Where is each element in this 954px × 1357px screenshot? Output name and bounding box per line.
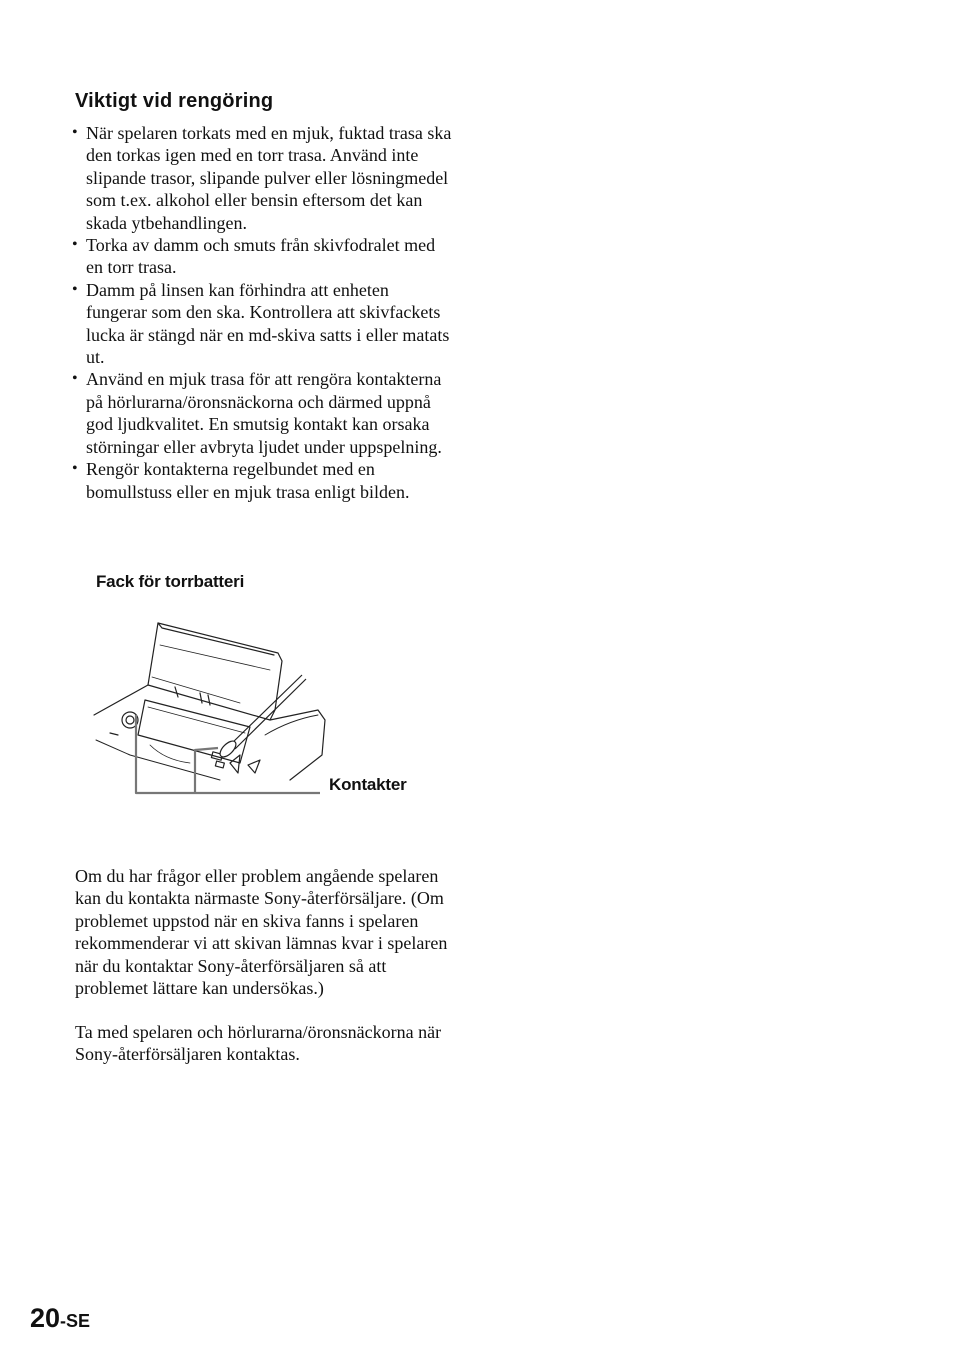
list-item: • Använd en mjuk trasa för att rengöra kontakterna på hörlurarna/öronsnäckorna och därmed uppnå god ljudkvalitet. En smutsig kontakt kan orsaka störningar eller avbryta ljudet under uppspelning. bbox=[72, 368, 452, 458]
list-item: • När spelaren torkats med en mjuk, fuktad trasa ska den torkas igen med en torr trasa. Använd inte slipande trasor, slipande pulver eller lösningmedel som t.ex. alkohol eller bensin eftersom det kan skada ytbehandlingen. bbox=[72, 122, 452, 234]
page-language-suffix: -SE bbox=[60, 1311, 91, 1331]
page-number-value: 20 bbox=[30, 1303, 61, 1333]
list-item: • Rengör kontakterna regelbundet med en bomullstuss eller en mjuk trasa enligt bilden. bbox=[72, 458, 452, 503]
contacts-caption: Kontakter bbox=[329, 775, 407, 794]
page-number bbox=[30, 1303, 90, 1334]
list-item: • Damm på linsen kan förhindra att enheten fungerar som den ska. Kontrollera att skivfackets lucka är stängd när en md-skiva satts i eller matats ut. bbox=[72, 279, 452, 369]
support-paragraph: Om du har frågor eller problem angående spelaren kan du kontakta närmaste Sony-återförsäljare. (Om problemet uppstod när en skiva fanns i spelaren rekommenderar vi att skivan lämnas kvar i spelaren när du kontaktar Sony-återförsäljaren så att problemet lättare kan undersökas.) bbox=[75, 866, 448, 999]
cleaning-tips-list bbox=[72, 122, 452, 503]
list-item: • Torka av damm och smuts från skivfodralet med en torr trasa. bbox=[72, 234, 452, 279]
support-paragraph-2: Ta med spelaren och hörlurarna/öronsnäckorna när Sony-återförsäljaren kontaktas. bbox=[75, 1022, 442, 1065]
battery-compartment-illustration bbox=[90, 615, 350, 805]
section-heading: Viktigt vid rengöring bbox=[75, 90, 274, 112]
battery-compartment-caption: Fack för torrbatteri bbox=[96, 572, 245, 591]
